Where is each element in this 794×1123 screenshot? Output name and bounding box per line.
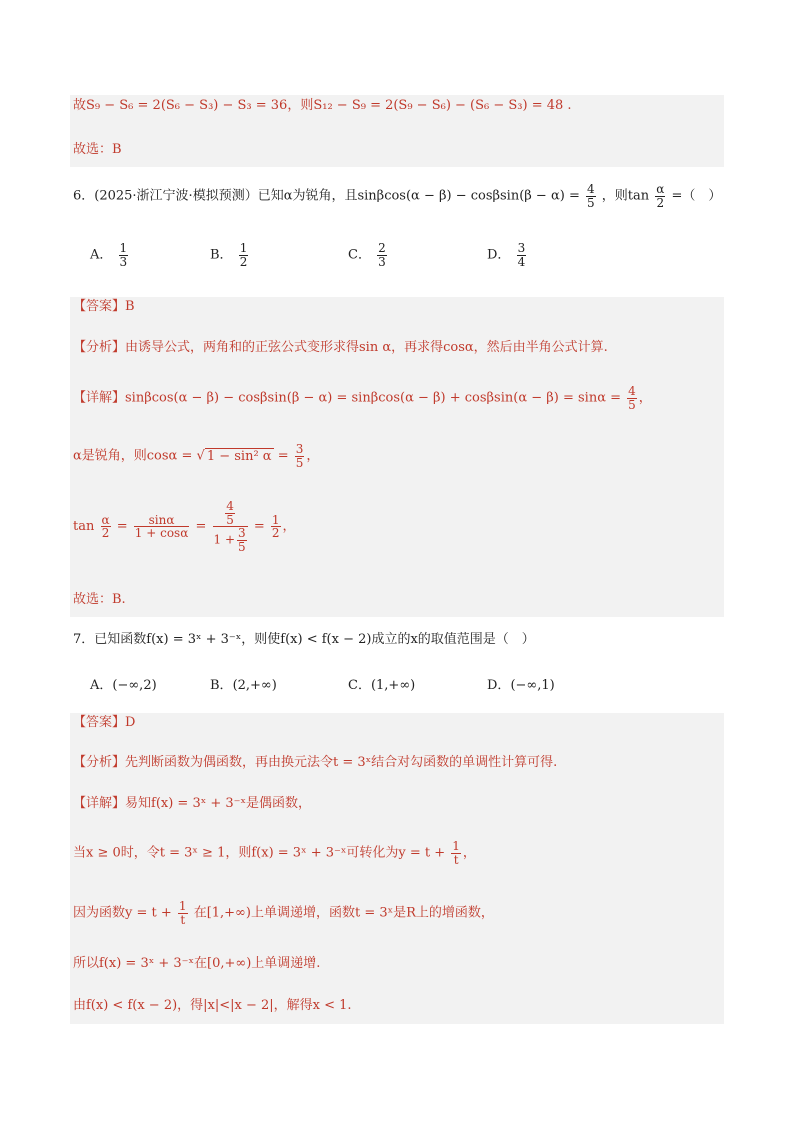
frac-den: 2 xyxy=(271,526,280,541)
option-text: (1,+∞) xyxy=(370,678,416,693)
frac-den: 5 xyxy=(226,512,234,527)
option-letter: C． xyxy=(348,678,371,693)
frac-num: sinα xyxy=(134,514,190,528)
frac-num: 4 xyxy=(226,499,234,513)
frac-den: 5 xyxy=(238,539,246,554)
frac-num: 1 xyxy=(452,839,460,853)
option-letter: C． xyxy=(348,247,371,263)
frac-num: 1 xyxy=(178,899,187,913)
detail-text: sinβcos(α − β) − cosβsin(β − α) = sinβcos(α − β) + cosβsin(α − β) = sinα = xyxy=(125,390,622,406)
q6-detail-line-1: 【详解】sinβcos(α − β) − cosβsin(β − α) = sinβcos(α − β) + cosβsin(α − β) = sinα = $\frac{4}{5}$ ， xyxy=(73,384,652,412)
tan-text: tan xyxy=(73,519,95,535)
option-text: (2,+∞) xyxy=(232,678,277,693)
analysis-text: 由诱导公式，两角和的正弦公式变形求得sin α，再求得cosα，然后由半角公式计算. xyxy=(125,340,608,355)
compound-fraction xyxy=(213,500,248,553)
option-letter: B． xyxy=(210,247,233,263)
q7-analysis-line xyxy=(73,756,557,769)
analysis-text: 先判断函数为偶函数，再由换元法令t = 3ˣ结合对勾函数的单调性计算可得. xyxy=(125,755,558,770)
half-angle-formula-fraction xyxy=(134,514,190,540)
q6-stem-text-a: 6．(2025·浙江宁波·模拟预测）已知α为锐角，且sinβcos(α − β) − cosβsin(β − α) = xyxy=(73,188,580,204)
option-num: 1 xyxy=(239,241,248,255)
detail-text: 当x ≥ 0时，令t = 3ˣ ≥ 1，则f(x) = 3ˣ + 3⁻ˣ可转化为y = t + xyxy=(73,845,446,861)
q6-stem-tan-den: 2 xyxy=(656,195,665,210)
q6-detail-line-2: α是锐角，则cosα = √ 1 − sin² α = $\frac{3}{5}$ ， xyxy=(73,442,320,470)
option-fraction xyxy=(517,242,527,268)
q7-detail-line-4: 所以f(x) = 3ˣ + 3⁻ˣ在[0,+∞)上单调递增. xyxy=(73,956,321,971)
answer-label: 【答案】 xyxy=(73,715,126,730)
q6-choice: 故选：B. xyxy=(73,592,126,607)
analysis-label: 【分析】 xyxy=(73,755,126,770)
option-den: 4 xyxy=(517,254,526,269)
option-num: 1 xyxy=(119,241,128,255)
option-letter: D． xyxy=(487,247,511,263)
q5-conclusion-line: 故S₉ − S₆ = 2(S₆ − S₃) − S₃ = 36，则S₁₂ − S₉ = 2(S₉ − S₆) − (S₆ − S₃) = 48 . xyxy=(73,98,572,113)
q6-stem-tan-num: α xyxy=(656,182,665,196)
frac-den: t xyxy=(180,912,186,927)
option-den: 3 xyxy=(119,254,128,269)
option-num: 3 xyxy=(517,241,526,255)
option-letter: D． xyxy=(487,678,511,693)
q6-stem-frac-den: 5 xyxy=(586,195,595,210)
detail-text: α是锐角，则cosα = xyxy=(73,448,193,464)
q7-detail-line-5: 由f(x) < f(x − 2)，得|x|<|x − 2|，解得x < 1. xyxy=(73,998,352,1013)
option-text: (−∞,2) xyxy=(112,678,157,693)
analysis-label: 【分析】 xyxy=(73,340,126,355)
q7-option-b xyxy=(210,674,277,693)
half-angle-fraction xyxy=(101,514,111,540)
q6-detail-line-3: tan $\frac{\alpha}{2}$ = $\frac{\sin\alpha}{1 + \cos\alpha}$ = $\frac{4}{5}$ 1 + $\frac{3}{5}$ = $\frac{1}{2}$ ， xyxy=(73,499,296,554)
q7-option-d xyxy=(487,674,555,693)
option-letter: A． xyxy=(90,678,113,693)
frac-den: 5 xyxy=(295,455,304,470)
option-fraction xyxy=(377,242,387,268)
frac-den: 5 xyxy=(628,397,636,412)
detail-fraction xyxy=(451,840,461,866)
frac-den: 2 xyxy=(101,526,110,541)
detail-fraction xyxy=(627,385,637,411)
option-fraction xyxy=(119,242,129,268)
q6-option-a xyxy=(90,242,130,268)
detail-text: 因为函数y = t + xyxy=(73,905,172,921)
q5-choice: 故选：B xyxy=(73,142,122,157)
q7-detail-line-3 xyxy=(73,900,494,926)
detail-fraction xyxy=(295,443,305,469)
option-den: 3 xyxy=(378,254,386,269)
detail-fraction xyxy=(178,900,188,926)
result-fraction xyxy=(271,514,281,540)
detail-label: 【详解】 xyxy=(73,796,126,811)
frac-num: 3 xyxy=(295,442,304,456)
option-letter: A． xyxy=(90,247,113,263)
option-letter: B． xyxy=(210,678,233,693)
frac-num: 3 xyxy=(238,526,246,541)
equals: = xyxy=(277,448,289,464)
option-fraction xyxy=(239,242,249,268)
compound-num xyxy=(213,500,248,527)
sqrt-content: 1 − sin² α xyxy=(206,448,272,464)
q7-option-a xyxy=(90,674,157,693)
q7-answer-line xyxy=(73,716,135,729)
q7-option-c xyxy=(348,674,415,693)
answer-label: 【答案】 xyxy=(73,299,126,314)
q6-analysis-line xyxy=(73,341,608,354)
q6-answer-line xyxy=(73,300,135,313)
q6-stem-frac-num: 4 xyxy=(586,182,595,196)
frac-num: α xyxy=(101,512,110,527)
frac-den: 1 + cosα xyxy=(134,526,189,541)
sqrt-symbol: √ xyxy=(196,448,205,464)
q6-stem-tan-fraction xyxy=(655,183,665,209)
q6-stem xyxy=(73,183,721,209)
q6-option-d xyxy=(487,242,528,268)
den-prefix: 1 + xyxy=(213,532,236,547)
q6-stem-fraction xyxy=(586,183,596,209)
answer-value: D xyxy=(125,715,136,730)
answer-value: B xyxy=(125,299,135,314)
option-num: 2 xyxy=(378,241,386,255)
frac-den: t xyxy=(453,852,459,867)
q7-detail-line-1 xyxy=(73,797,311,810)
q7-detail-line-2: 当x ≥ 0时，令t = 3ˣ ≥ 1，则f(x) = 3ˣ + 3⁻ˣ可转化为y = t + $\frac{1}{t}$ ， xyxy=(73,839,476,867)
frac-num: 4 xyxy=(628,384,636,398)
q6-stem-text-b: ，则tan xyxy=(601,188,650,204)
detail-label: 【详解】 xyxy=(73,390,126,406)
q6-stem-text-c: =（ ） xyxy=(671,188,722,204)
detail-text: 易知f(x) = 3ˣ + 3⁻ˣ是偶函数， xyxy=(125,796,312,811)
q7-stem: 7．已知函数f(x) = 3ˣ + 3⁻ˣ，则使f(x) < f(x − 2)成立的x的取值范围是（ ） xyxy=(73,632,535,647)
option-den: 2 xyxy=(239,254,248,269)
frac-num: 1 xyxy=(271,512,280,527)
q6-option-c xyxy=(348,242,389,268)
option-text: (−∞,1) xyxy=(510,678,555,693)
q6-option-b xyxy=(210,242,250,268)
detail-text-b: 在[1,+∞)上单调递增，函数t = 3ˣ是R上的增函数， xyxy=(193,905,494,921)
compound-den xyxy=(213,527,248,553)
